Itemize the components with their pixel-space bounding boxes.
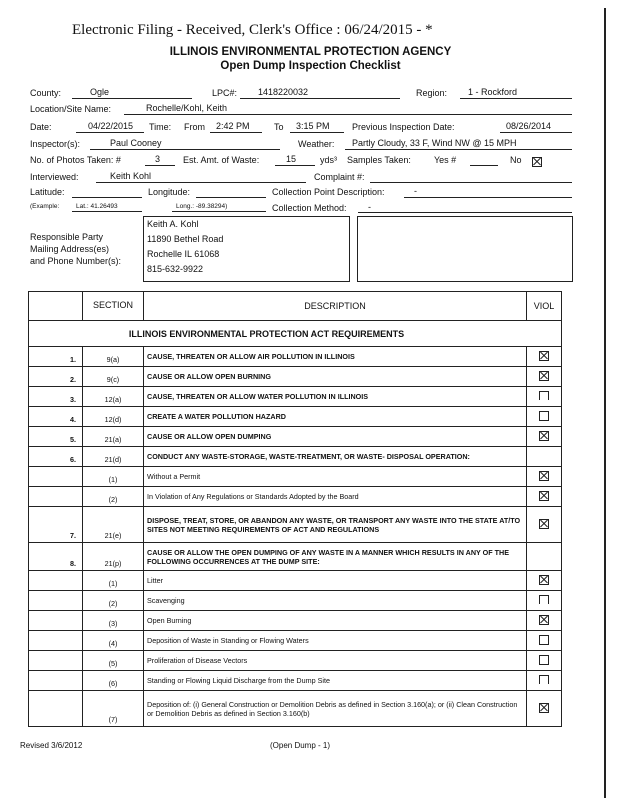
row-section: (7) [83, 691, 144, 727]
row-viol-cell [527, 651, 562, 671]
table-row [29, 543, 562, 571]
row-section: 9(c) [83, 367, 144, 387]
row-description: Standing or Flowing Liquid Discharge from the Dump Site [144, 671, 527, 691]
row-description: CAUSE OR ALLOW THE OPEN DUMPING OF ANY WASTE IN A MANNER WHICH RESULTS IN ANY OF THE FOLLOWING OCCURRENCES AT THE DUMP SITE: [144, 543, 527, 571]
samples-no-checkbox[interactable] [532, 154, 542, 172]
page-edge [604, 8, 606, 798]
row-section: 12(a) [83, 387, 144, 407]
row-description: CAUSE OR ALLOW OPEN DUMPING [144, 427, 527, 447]
row-number: 1. [29, 347, 83, 367]
viol-checkbox[interactable] [539, 635, 549, 645]
row-viol-cell [527, 671, 562, 691]
row-section: (2) [83, 487, 144, 507]
county-label: County: [30, 88, 62, 98]
row-viol-cell [527, 467, 562, 487]
viol-checkbox[interactable] [539, 595, 549, 604]
row-section: (6) [83, 671, 144, 691]
row-number: 3. [29, 387, 83, 407]
row-number [29, 691, 83, 727]
samples-label: Samples Taken: [347, 155, 411, 165]
row-section: (1) [83, 571, 144, 591]
table-row [29, 631, 562, 651]
row-number [29, 671, 83, 691]
table-row [29, 347, 562, 367]
time-to-value[interactable]: 3:15 PM [296, 121, 330, 131]
row-description: Proliferation of Disease Vectors [144, 651, 527, 671]
row-number: 2. [29, 367, 83, 387]
row-section: 12(d) [83, 407, 144, 427]
photos-label: No. of Photos Taken: # [30, 155, 121, 165]
location-label: Location/Site Name: [30, 104, 112, 114]
row-viol-cell [527, 507, 562, 543]
interviewed-label: Interviewed: [30, 172, 79, 182]
table-row [29, 611, 562, 631]
party-name: Keith A. Kohl [147, 219, 199, 229]
region-label: Region: [416, 88, 448, 98]
act-heading: ILLINOIS ENVIRONMENTAL PROTECTION ACT REQUIREMENTS [29, 321, 562, 347]
table-row [29, 671, 562, 691]
section-header: SECTION [83, 292, 144, 321]
table-row [29, 447, 562, 467]
row-number: 4. [29, 407, 83, 427]
table-row [29, 591, 562, 611]
viol-checkbox[interactable] [539, 411, 549, 421]
row-viol-cell [527, 347, 562, 367]
lpc-label: LPC#: [212, 88, 238, 98]
row-section: (3) [83, 611, 144, 631]
table-row [29, 691, 562, 727]
row-number [29, 487, 83, 507]
row-description: Scavenging [144, 591, 527, 611]
lpc-value[interactable]: 1418220032 [258, 87, 309, 97]
revised-date: Revised 3/6/2012 [20, 741, 83, 750]
row-number [29, 571, 83, 591]
table-row [29, 467, 562, 487]
row-description: CREATE A WATER POLLUTION HAZARD [144, 407, 527, 427]
inspectors-value[interactable]: Paul Cooney [110, 138, 162, 148]
table-row [29, 367, 562, 387]
row-viol-cell [527, 447, 562, 467]
viol-checkbox[interactable] [539, 371, 549, 381]
example-label: (Example: [30, 203, 60, 210]
time-label: Time: [149, 122, 172, 132]
description-header: DESCRIPTION [144, 292, 527, 321]
viol-checkbox[interactable] [539, 351, 549, 361]
county-value[interactable]: Ogle [90, 87, 110, 97]
row-description: CAUSE OR ALLOW OPEN BURNING [144, 367, 527, 387]
longitude-label: Longitude: [148, 187, 191, 197]
date-value[interactable]: 04/22/2015 [88, 121, 134, 131]
viol-checkbox[interactable] [539, 431, 549, 441]
party-street: 11890 Bethel Road [147, 234, 224, 244]
photos-value[interactable]: 3 [155, 154, 161, 164]
row-section: (2) [83, 591, 144, 611]
row-number [29, 591, 83, 611]
example-lat: Lat.: 41.26493 [76, 203, 118, 210]
row-section: (1) [83, 467, 144, 487]
collection-point-label: Collection Point Description: [272, 187, 385, 197]
row-section: 21(e) [83, 507, 144, 543]
row-viol-cell [527, 367, 562, 387]
weather-label: Weather: [298, 139, 335, 149]
row-description: Deposition of: (i) General Construction or Demolition Debris as defined in Section 3.160(a); or (ii) Clean Construction or Demolition Debris as defined in Section 3.160(b) [144, 691, 527, 727]
collection-point-value[interactable]: - [414, 186, 417, 196]
latitude-label: Latitude: [30, 187, 65, 197]
table-row [29, 387, 562, 407]
row-description: Without a Permit [144, 467, 527, 487]
responsible-label-1: Responsible Party [30, 232, 104, 242]
complaint-label: Complaint #: [314, 172, 365, 182]
viol-checkbox[interactable] [539, 675, 549, 684]
samples-yes-label: Yes # [434, 155, 457, 165]
to-label: To [274, 122, 284, 132]
party-city: Rochelle IL 61068 [147, 249, 220, 259]
row-section: 21(d) [83, 447, 144, 467]
viol-checkbox[interactable] [539, 655, 549, 665]
viol-checkbox[interactable] [539, 615, 549, 625]
row-viol-cell [527, 571, 562, 591]
row-viol-cell [527, 591, 562, 611]
date-label: Date: [30, 122, 52, 132]
viol-checkbox[interactable] [539, 471, 549, 481]
row-viol-cell [527, 543, 562, 571]
waste-label: Est. Amt. of Waste: [183, 155, 260, 165]
samples-no-label: No [510, 155, 522, 165]
row-number: 6. [29, 447, 83, 467]
row-section: 9(a) [83, 347, 144, 367]
row-description: Litter [144, 571, 527, 591]
row-viol-cell [527, 487, 562, 507]
viol-header: VIOL [527, 292, 562, 321]
row-description: CAUSE, THREATEN OR ALLOW WATER POLLUTION IN ILLINOIS [144, 387, 527, 407]
party-phone: 815-632-9922 [147, 264, 204, 274]
viol-checkbox[interactable] [539, 391, 549, 400]
page-number: (Open Dump - 1) [270, 741, 331, 750]
row-number [29, 611, 83, 631]
row-description: CAUSE, THREATEN OR ALLOW AIR POLLUTION IN ILLINOIS [144, 347, 527, 367]
row-description: CONDUCT ANY WASTE-STORAGE, WASTE-TREATMENT, OR WASTE- DISPOSAL OPERATION: [144, 447, 527, 467]
row-number: 7. [29, 507, 83, 543]
waste-value[interactable]: 15 [286, 154, 297, 164]
viol-checkbox[interactable] [539, 491, 549, 501]
table-row [29, 571, 562, 591]
row-number: 8. [29, 543, 83, 571]
collection-method-label: Collection Method: [272, 203, 347, 213]
responsible-label-3: and Phone Number(s): [30, 256, 122, 266]
viol-checkbox[interactable] [539, 519, 549, 529]
form-title: Open Dump Inspection Checklist [220, 60, 401, 72]
table-row [29, 507, 562, 543]
row-viol-cell [527, 407, 562, 427]
from-label: From [184, 122, 205, 132]
row-section: 21(p) [83, 543, 144, 571]
row-number: 5. [29, 427, 83, 447]
prev-inspection-value[interactable]: 08/26/2014 [506, 121, 552, 131]
weather-value[interactable]: Partly Cloudy, 33 F, Wind NW @ 15 MPH [352, 138, 517, 148]
requirements-table [28, 291, 562, 727]
row-description: In Violation of Any Regulations or Standards Adopted by the Board [144, 487, 527, 507]
filing-stamp: Electronic Filing - Received, Clerk's Office : 06/24/2015 - * [72, 22, 433, 38]
row-viol-cell [527, 427, 562, 447]
row-section: (4) [83, 631, 144, 651]
row-number [29, 631, 83, 651]
prev-inspection-label: Previous Inspection Date: [352, 122, 455, 132]
table-row [29, 427, 562, 447]
row-number [29, 651, 83, 671]
row-description: Open Burning [144, 611, 527, 631]
inspectors-label: Inspector(s): [30, 139, 81, 149]
table-row [29, 651, 562, 671]
collection-method-value[interactable]: - [368, 202, 371, 212]
interviewed-value[interactable]: Keith Kohl [110, 171, 152, 181]
row-section: (5) [83, 651, 144, 671]
row-number [29, 467, 83, 487]
table-row [29, 407, 562, 427]
row-viol-cell [527, 611, 562, 631]
location-value[interactable]: Rochelle/Kohl, Keith [146, 103, 228, 113]
agency-title: ILLINOIS ENVIRONMENTAL PROTECTION AGENCY [169, 46, 452, 58]
region-value[interactable]: 1 - Rockford [468, 87, 518, 97]
row-section: 21(a) [83, 427, 144, 447]
viol-checkbox[interactable] [539, 703, 549, 713]
row-viol-cell [527, 387, 562, 407]
row-description: DISPOSE, TREAT, STORE, OR ABANDON ANY WASTE, OR TRANSPORT ANY WASTE INTO THE STATE AT/TO SITES NOT MEETING REQUIREMENTS OF ACT AND REGULATIONS [144, 507, 527, 543]
second-party-box[interactable] [357, 216, 573, 282]
viol-checkbox[interactable] [539, 575, 549, 585]
table-row [29, 487, 562, 507]
time-from-value[interactable]: 2:42 PM [216, 121, 250, 131]
example-long: Long.: -89.38294) [176, 203, 228, 210]
row-viol-cell [527, 691, 562, 727]
row-description: Deposition of Waste in Standing or Flowing Waters [144, 631, 527, 651]
row-viol-cell [527, 631, 562, 651]
responsible-label-2: Mailing Address(es) [30, 244, 110, 254]
waste-unit: yds³ [320, 155, 338, 165]
